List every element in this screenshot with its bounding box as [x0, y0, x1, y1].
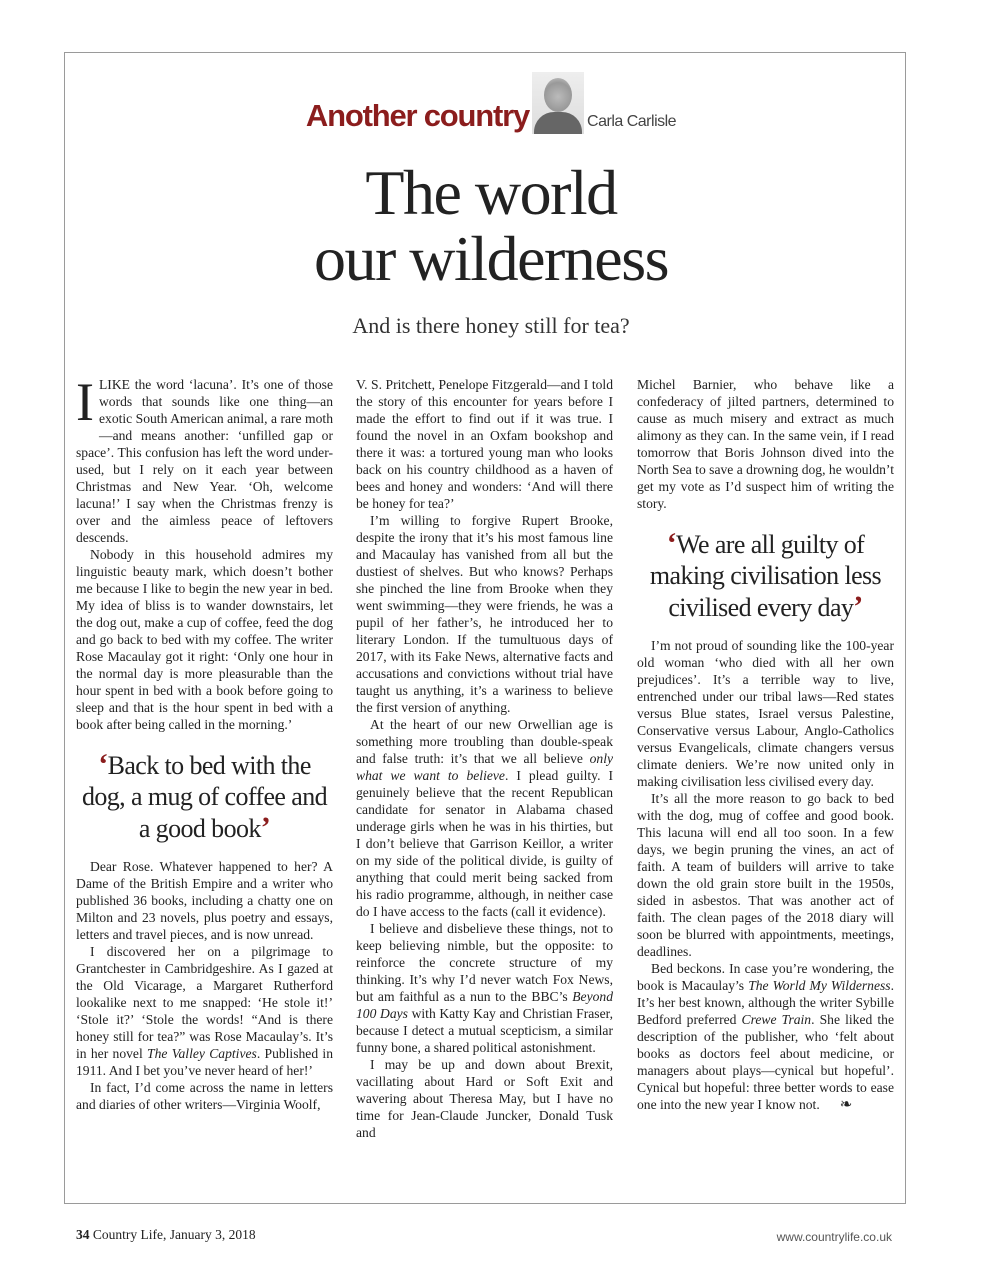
paragraph-text: with Katty Kay and Christian Fraser, because I detect a mutual scepticism, a similar funny bone, a shared political astonishment.: [356, 1006, 613, 1055]
paragraph-text: Dear Rose. Whatever happened to her? A Dame of the British Empire and a writer who published 36 books, including a chatty one on Milton and 23 novels, plus poetry and essays, letters and travel pieces, and is now unread.: [76, 859, 333, 942]
footer-folio: [76, 1226, 256, 1244]
paragraph-text: Bed beckons. In case you’re wondering, the book is Macaulay’s: [637, 961, 894, 993]
article-paragraph: [356, 512, 613, 716]
standfirst: And is there honey still for tea?: [352, 313, 630, 338]
pull-quote: [76, 749, 333, 844]
article-paragraph: [76, 546, 333, 733]
article-paragraph: [76, 943, 333, 1079]
article-paragraph: [356, 920, 613, 1056]
paragraph-text: . I plead guilty. I genuinely believe that the recent Republican candidate for senator in Alabama chased underage girls when he was in his thirties, but I don’t believe that Garrison Keillor, a writer on my side of the political divide, is guilty of anything that could merit being sacked from his radio programme, although, in neither case do I have access to the facts (call it evidence).: [356, 768, 613, 919]
paragraph-text: In fact, I’d come across the name in letters and diaries of other writers—Virginia Woolf,: [76, 1080, 333, 1112]
author-name: Carla Carlisle: [587, 113, 677, 130]
article-paragraph: [76, 858, 333, 943]
article-paragraph: [637, 637, 894, 790]
close-quote-mark-icon: ’: [260, 811, 271, 844]
paragraph-text: It’s all the more reason to go back to bed with the dog, mug of coffee and good book. This lacuna will end all too soon. In a few days, we begin pruning the vines, an act of faith. A team of builders will arrive to take down the old grain store built in the 1950s, sided in asbestos. That was another act of faith. The clean pages of the 2018 diary will soon be blurred with appointments, meetings, deadlines.: [637, 791, 894, 959]
article-paragraph: [76, 372, 333, 546]
paragraph-text: V. S. Pritchett, Penelope Fitzgerald—and I told the story of this encounter for years before I made the effort to find out if it was true. I found the novel in an Oxfam bookshop and there it was: a tortured young man who looks back on his country childhood as a haven of bees and honey and wonders: ‘And will there be honey for tea?’: [356, 377, 613, 511]
paragraph-text: Michel Barnier, who behave like a confederacy of jilted partners, determined to cause as much misery and extract as much alimony as they can. In the same vein, if I read tomorrow that Boris Johnson dived into the North Sea to save a drowning dog, he wouldn’t get my vote as I’d suspect him of writing the story.: [637, 377, 894, 511]
page-number: 34: [76, 1227, 90, 1242]
italic-title: only what we want to believe: [356, 751, 613, 783]
article-column-1: [76, 372, 334, 1113]
paragraph-text: . She liked the description of the publisher, who ‘felt about books as doctors feel about medicine, or managers about plays—cynical but hopeful’. Cynical but hopeful: three better words to ease one into the new year I know not.: [637, 1012, 894, 1112]
article-paragraph: [637, 376, 894, 512]
close-quote-mark-icon: ’: [853, 590, 863, 623]
paragraph-text: . It’s her best known, although the writer Sybille Bedford preferred: [637, 978, 895, 1027]
italic-title: Crewe Train: [741, 1012, 812, 1027]
footer-url[interactable]: www.countrylife.co.uk: [776, 1230, 892, 1244]
pull-quote-text: Back to bed with the dog, a mug of coffee and a good book: [81, 751, 328, 843]
paragraph-text: I discovered her on a pilgrimage to Grantchester in Cambridgeshire. As I gazed at the Old Vicarage, a Margaret Rutherford lookalike next to me snapped: ‘He stole it!’ ‘Stole it?’ ‘Stole the words! “And is there honey still for tea?” was Rose Macaulay’s. It’s in her novel: [76, 944, 333, 1061]
column-header: [0, 68, 982, 134]
italic-title: Beyond 100 Days: [356, 989, 613, 1021]
article-paragraph: [356, 376, 613, 512]
article-paragraph: [356, 716, 613, 920]
headline-line-2: our wilderness: [313, 223, 669, 294]
paragraph-text: . Published in 1911. And I bet you’ve never heard of her!’: [76, 1046, 334, 1078]
open-quote-mark-icon: ‘: [666, 527, 677, 560]
author-photo: [532, 72, 584, 134]
end-mark-icon: ❧: [839, 1097, 853, 1113]
drop-cap: I: [76, 372, 94, 432]
paragraph-text: I’m not proud of sounding like the 100-year old woman ‘who died with all her own prejudices’. It’s a terrible way to live, entrenched under our tribal laws—Red states versus Blue states, Israel versus Palestine, Conservative versus Labour, Anglo-Catholics versus Evangelicals, climate changers versus climate deniers. We’re now united only in making civilisation less civilised every day.: [637, 638, 894, 789]
article-paragraph: [356, 1056, 613, 1141]
article-paragraph: [637, 790, 894, 960]
open-quote-mark-icon: ‘: [98, 748, 108, 781]
pull-quote: [637, 528, 894, 623]
publication-date: Country Life, January 3, 2018: [92, 1227, 256, 1242]
article-paragraph: [76, 1079, 333, 1113]
article-column-3: [637, 376, 894, 1114]
headline: [0, 157, 982, 294]
article-column-2: [356, 376, 613, 1141]
paragraph-text: I may be up and down about Brexit, vacillating about Hard or Soft Exit and wavering about Theresa May, but I have no time for Jean-Claude Juncker, Donald Tusk and: [356, 1057, 613, 1140]
italic-title: The World My Wilderness: [748, 978, 891, 993]
italic-title: The Valley Captives: [147, 1046, 257, 1061]
paragraph-text: LIKE the word ‘lacuna’. It’s one of those words that sounds like one thing—an exotic South American animal, a rare moth—and means another: ‘unfilled gap or space’. This confusion has left the word under-used, but I rely on it each year between Christmas and New Year. ‘Oh, welcome lacuna!’ I say when the Christmas frenzy is over and the aimless peace of leftovers descends.: [76, 377, 333, 545]
paragraph-text: Nobody in this household admires my linguistic beauty mark, which doesn’t bother me because I like to begin the new year in bed. My idea of bliss is to wander downstairs, let the dog out, make a cup of coffee, feed the dog and go back to bed with my coffee. The writer Rose Macaulay got it right: ‘Only one hour in the normal day is more pleasurable than the hour spent in bed with a book before going to sleep and that is the hour spent in bed with a book after being called in the morning.’: [76, 547, 333, 732]
article-paragraph: [637, 960, 894, 1114]
headline-line-1: The world: [365, 157, 617, 228]
paragraph-text: At the heart of our new Orwellian age is something more troubling than double-speak and false truth: it’s that we all believe: [356, 717, 613, 766]
section-title: Another country: [305, 98, 530, 133]
paragraph-text: I believe and disbelieve these things, not to keep believing nimble, but the opposite: to reinforce the concrete structure of my thinking. It’s why I’d never watch Fox News, but am faithful as a nun to the BBC’s: [356, 921, 613, 1004]
paragraph-text: I’m willing to forgive Rupert Brooke, despite the irony that it’s his most famous line and Macaulay has vanished from all but the dustiest of shelves. But who knows? Perhaps she pinched the line from Brooke when they went swimming—they were friends, he was a pupil of her father’s, he introduced her to literary London. If the tumultuous days of 2017, with its Fake News, alternative facts and accusations and convictions without trial have taught us anything, it’s a wariness to believe the first version of anything.: [356, 513, 613, 715]
pull-quote-text: We are all guilty of making civilisation less civilised every day: [649, 530, 882, 622]
